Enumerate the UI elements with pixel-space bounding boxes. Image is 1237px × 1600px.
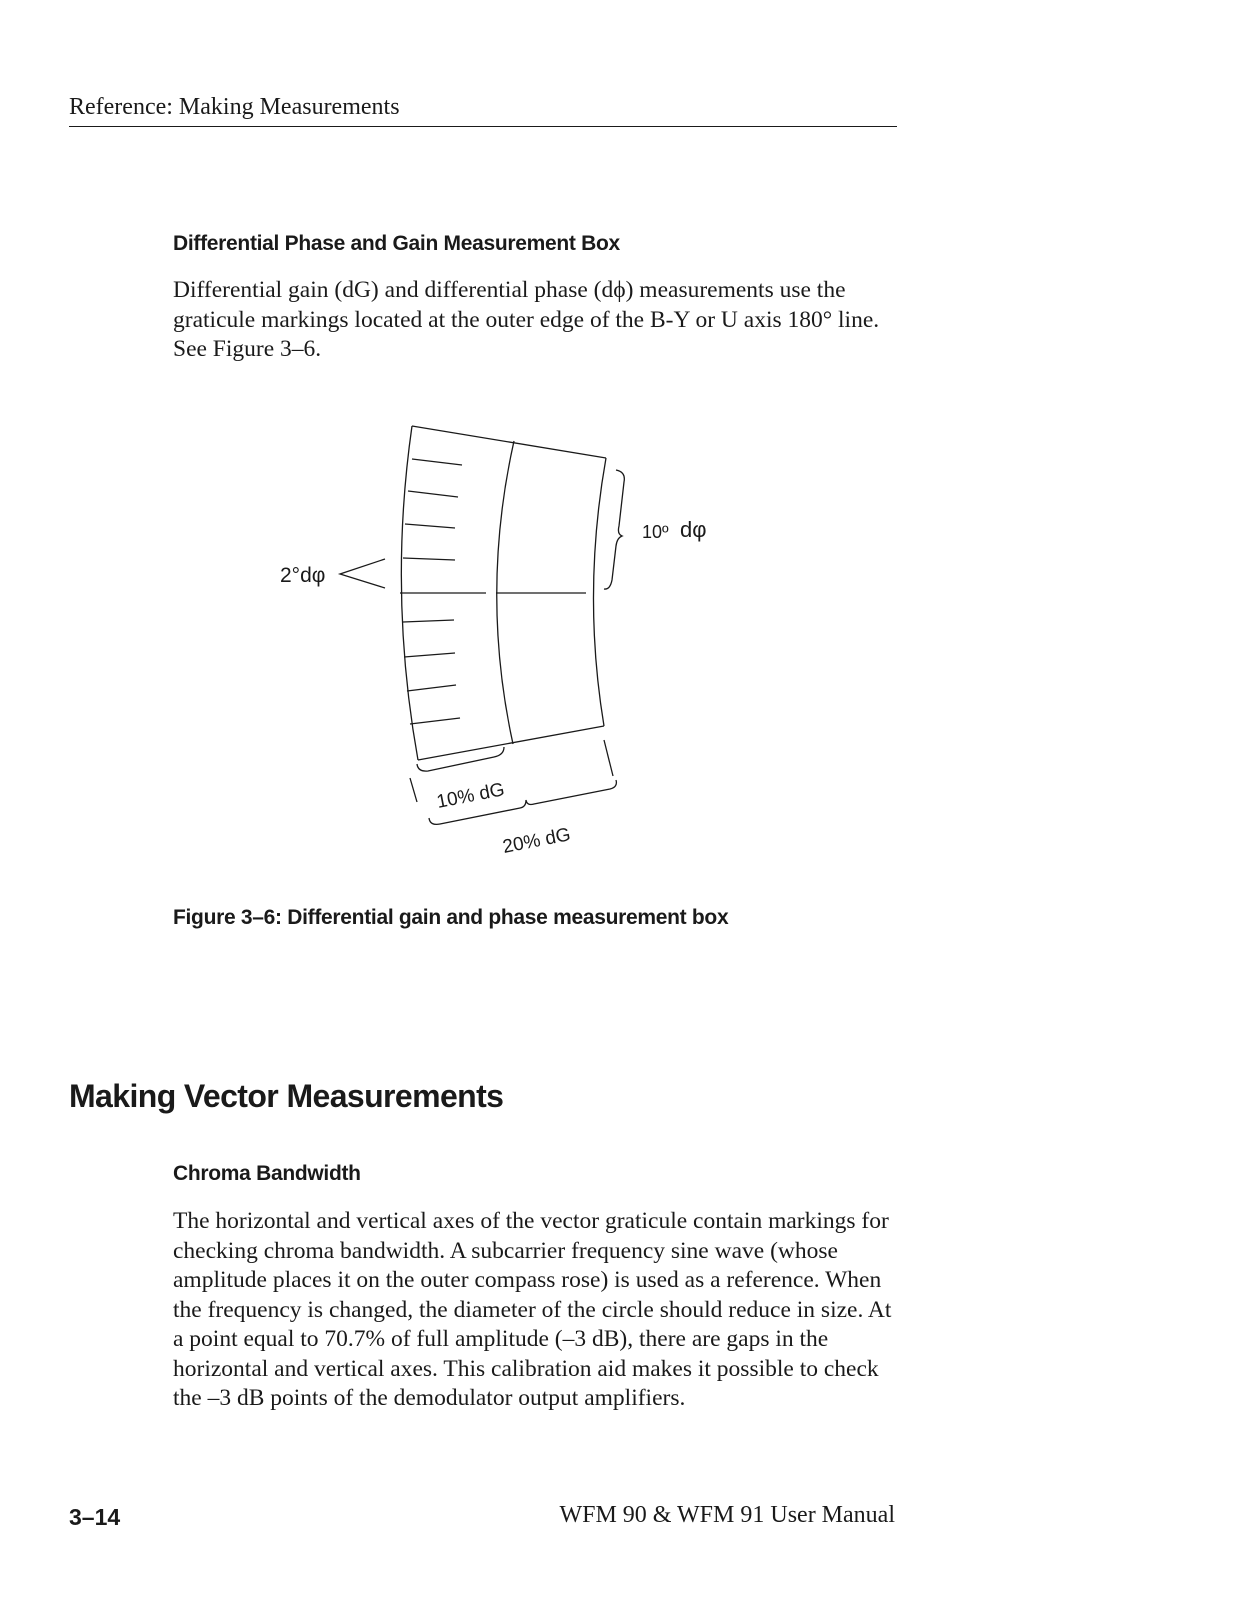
page-number: 3–14 xyxy=(69,1504,121,1530)
tick-mark xyxy=(403,558,455,560)
running-header: Reference: Making Measurements xyxy=(69,94,400,120)
ten-percent-brace xyxy=(417,747,504,771)
footer-manual-title: WFM 90 & WFM 91 User Manual xyxy=(559,1502,895,1528)
tick-mark xyxy=(405,524,455,528)
box-top-edge xyxy=(412,426,606,458)
ten-degree-brace xyxy=(604,470,624,589)
section-body-dpdg: Differential gain (dG) and differential phase (dϕ) measurements use the graticule markings located at the outer edge of the B-Y or U axis 180° line. See Figure 3–6. xyxy=(173,277,880,362)
label-20-percent-dg: 20% dG xyxy=(500,824,573,858)
label-10deg-unit: dφ xyxy=(680,517,707,542)
figure-caption: Figure 3–6: Differential gain and phase measurement box xyxy=(173,906,729,929)
tick-mark xyxy=(407,685,456,691)
section-body-chroma-bandwidth: The horizontal and vertical axes of the vector graticule contain markings for checking chroma bandwidth. A subcarrier frequency sine wave (whose amplitude places it on the outer compass rose) is used as a reference. When the frequency is changed, the diameter of the circle should reduce in size. At a point equal to 70.7% of full amplitude (–3 dB), there are gaps in the horizontal and vertical axes. This calibration aid makes it possible to check the –3 dB points of the demodulator output amplifiers. xyxy=(173,1208,892,1411)
tick-mark xyxy=(410,718,460,724)
label-10deg-value: 10º xyxy=(642,522,669,542)
measurement-box-diagram xyxy=(270,410,740,870)
tick-mark xyxy=(403,620,454,622)
label-2deg-dphi: 2°dφ xyxy=(280,564,326,587)
label-10-percent-dg: 10% dG xyxy=(434,779,507,813)
box-bottom-edge xyxy=(418,726,604,760)
subsection-heading-chroma-bandwidth: Chroma Bandwidth xyxy=(173,1162,361,1185)
two-degree-pointer xyxy=(340,559,385,588)
box-right-edge xyxy=(593,458,606,726)
section-heading-dpdg: Differential Phase and Gain Measurement Box xyxy=(173,232,620,255)
tick-mark xyxy=(408,491,458,497)
twenty-percent-left-tick xyxy=(410,778,417,802)
tick-mark xyxy=(404,653,455,657)
measurement-box-figure xyxy=(270,410,740,870)
twenty-percent-right-tick xyxy=(604,740,613,776)
tick-mark xyxy=(412,459,462,465)
header-rule xyxy=(69,126,897,127)
section-heading-vector: Making Vector Measurements xyxy=(69,1078,504,1114)
